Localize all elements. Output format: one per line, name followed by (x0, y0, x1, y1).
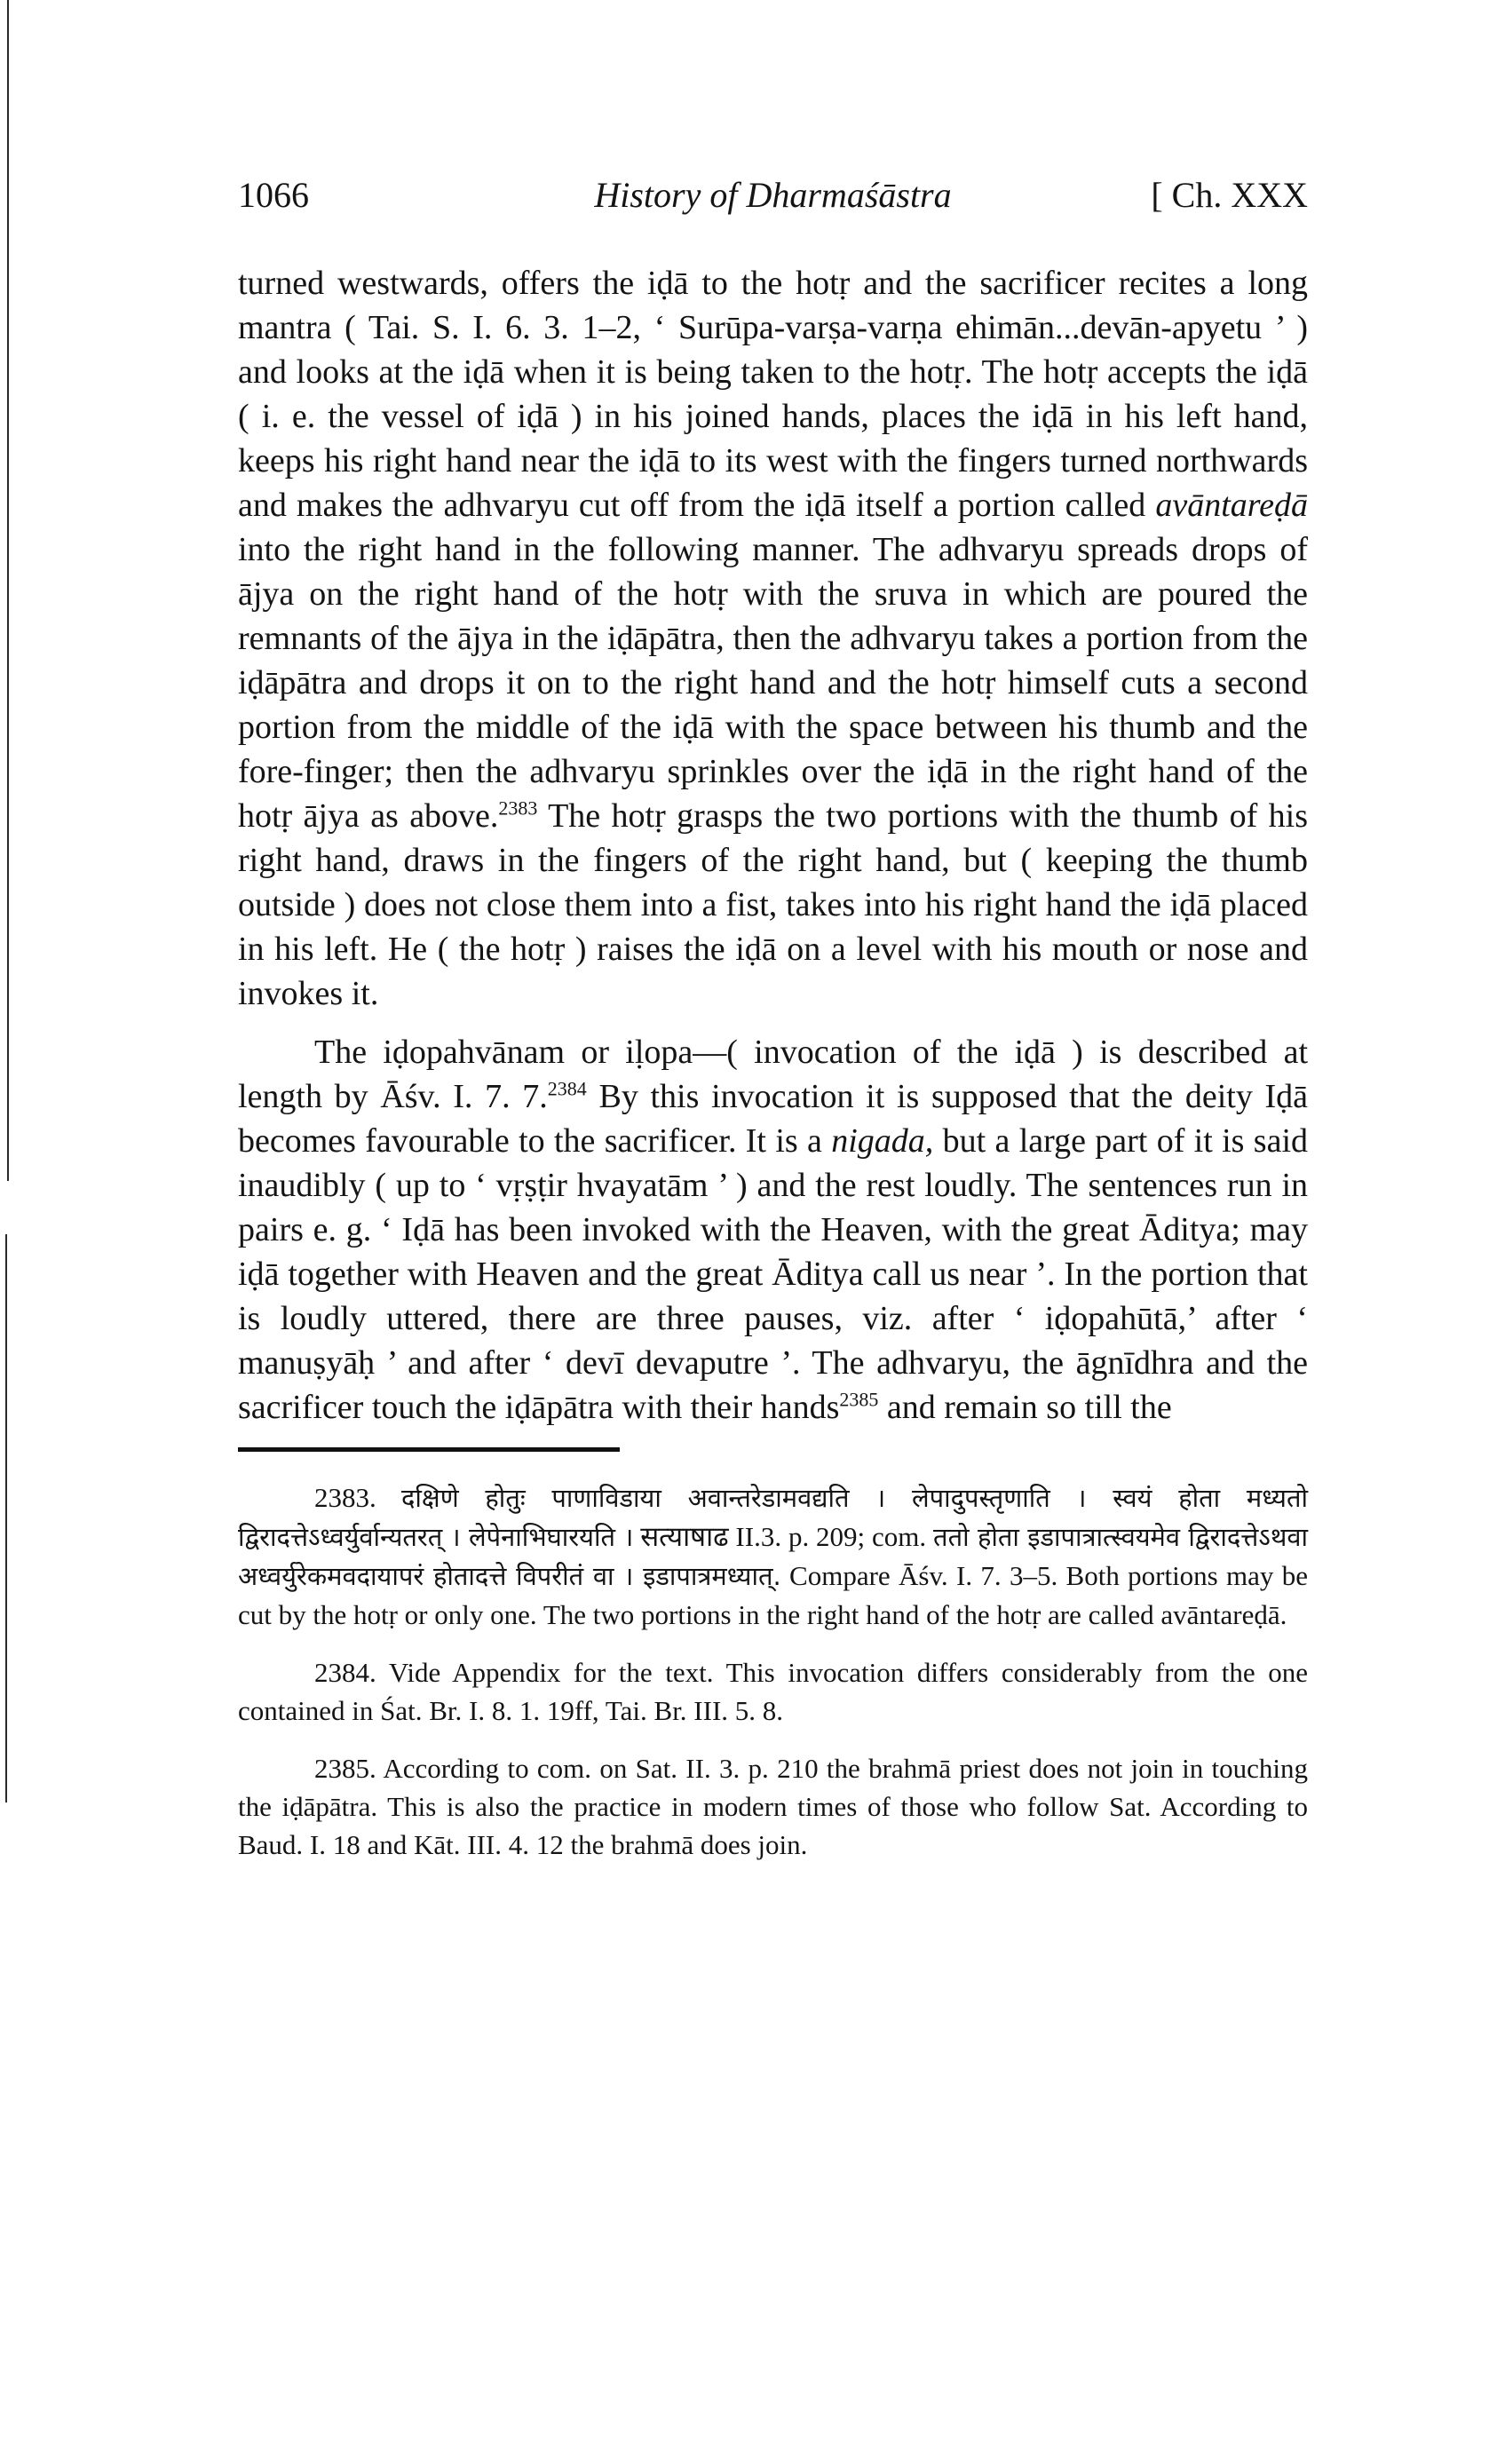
scan-margin-line-lower (5, 1234, 7, 1802)
footnote-2384: 2384. Vide Appendix for the text. This invocation differs considerably from the one contained in Śat. Br. I. 8. 1. 19ff, Tai. Br. III. 5. 8. (238, 1657, 1308, 1726)
book-page (238, 169, 1308, 1883)
footnote-2383: 2383. दक्षिणे होतुः पाणाविडाया अवान्तरेडामवद्यति । लेपादुपस्तृणाति । स्वयं होता मध्यतो द्विरादत्तेऽध्वर्युर्वान्यतरत् । लेपेनाभिघारयति । सत्याषाढ II.3. p. 209; com. ततो होता इडापात्रात्स्वयमेव द्विरादत्तेऽथवा अध्वर्युरेकमवदायापरं होतादत्ते विपरीतं वा । इडापात्रमध्यात्. Compare Āśv. I. 7. 3–5. Both portions may be cut by the hotṛ or only one. The two portions in the right hand of the hotṛ are called avāntareḍā. (238, 1482, 1309, 1630)
page-number: 1066 (238, 175, 309, 215)
footnote-ref: 2385 (839, 1388, 879, 1411)
paragraph-2: The iḍopahvānam or iḷopa—( invocation of the iḍā ) is described at length by Āśv. I. 7. 7.$^{2384}$ By this invocation it is supposed that the deity Iḍā becomes favourable to the sacrificer. It is a nigada, but a large part of it is said inaudibly ( up to ‘ vṛṣṭir hvayatām ’ ) and the rest loudly. The sentences run in pairs e. g. ‘ Iḍā has been invoked with the Heaven, with the great Āditya; may iḍā together with Heaven and the great Āditya call us near ’. In the portion that is loudly uttered, there are three pauses, viz. after ‘ iḍopahūtā,’ after ‘ manuṣyāḥ ’ and after ‘ devī devaputre ’. The adhvaryu, the āgnīdhra and the sacrificer touch the iḍāpātra with their hands$^{2385}$ and remain so till the (238, 1034, 1309, 1426)
footnotes (238, 1478, 1308, 1864)
footnote-divider (238, 1447, 620, 1452)
running-head (238, 169, 1308, 222)
chapter-label: [ Ch. XXX (1151, 175, 1308, 215)
running-title: History of Dharmaśāstra (594, 175, 952, 215)
scan-margin-line (7, 0, 9, 1181)
footnote-2385: 2385. According to com. on Sat. II. 3. p. 210 the brahmā priest does not join in touching the iḍāpātra. This is also the practice in modern times of those who follow Sat. According to Baud. I. 18 and Kāt. III. 4. 12 the brahmā does join. (238, 1753, 1308, 1860)
main-text (238, 261, 1308, 1430)
paragraph-1: turned westwards, offers the iḍā to the hotṛ and the sacrificer recites a long mantra ( Tai. S. I. 6. 3. 1–2, ‘ Surūpa-varṣa-varṇa ehimān...devān-apyetu ’ ) and looks at the iḍā when it is being taken to the hotṛ. The hotṛ accepts the iḍā ( i. e. the vessel of iḍā ) in his joined hands, places the iḍā in his left hand, keeps his right hand near the iḍā to its west with the fingers turned northwards and makes the adhvaryu cut off from the iḍā itself a portion called avāntareḍā into the right hand in the following manner. The adhvaryu spreads drops of ājya on the right hand of the hotṛ with the sruva in which are poured the remnants of the ājya in the iḍāpātra, then the adhvaryu takes a portion from the iḍāpātra and drops it on to the right hand and the hotṛ himself cuts a second portion from the middle of the iḍā with the space between his thumb and the fore-finger; then the adhvaryu sprinkles over the iḍā in the right hand of the hotṛ ājya as above.$^{2383}$ The hotṛ grasps the two portions with the thumb of his right hand, draws in the fingers of the right hand, but ( keeping the thumb outside ) does not close them into a fist, takes into his right hand the iḍā placed in his left. He ( the hotṛ ) raises the iḍā on a level with his mouth or nose and invokes it. (238, 265, 1308, 1012)
footnote-ref: 2383 (498, 796, 538, 820)
italic-term: avāntareḍā (1155, 487, 1308, 524)
italic-term: nigada, (831, 1122, 934, 1160)
footnote-ref: 2384 (547, 1077, 587, 1100)
